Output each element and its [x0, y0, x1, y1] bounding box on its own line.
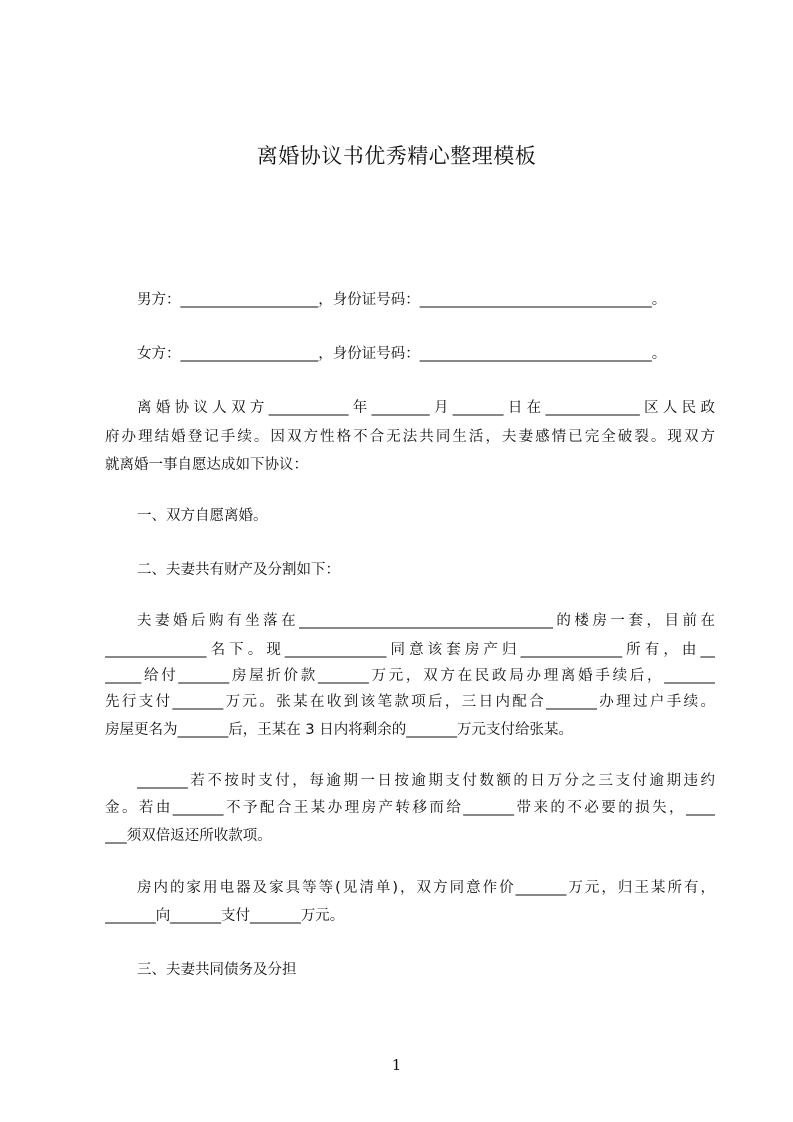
paragraph-line: 房内的家用电器及家具等等(见清单)，双方同意作价_______万元，归王某所有， — [137, 880, 715, 896]
page-number: 1 — [391, 1056, 402, 1074]
paragraph-line: ___须双倍返还所收款项。 — [105, 828, 272, 844]
paragraph-line: ______________名下。现______________同意该套房产归______________所有，由__ — [105, 642, 715, 658]
paragraph-line: _______若不按时支付，每逾期一日按逾期支付数额的日万分之三支付逾期违约 — [137, 773, 715, 789]
husband-line: 男方：___________________，身份证号码：________________________________。 — [137, 292, 667, 308]
paragraph-line: 先行支付_______万元。张某在收到该笔款项后，三日内配合_______办理过户手续。 — [105, 694, 715, 710]
paragraph-line: 房屋更名为_______后，王某在 3 日内将剩余的_______万元支付给张某。 — [105, 722, 573, 738]
document-title: 离婚协议书优秀精心整理模板 — [256, 144, 537, 168]
paragraph-line: 离婚协议人双方___________年________月_______日在_____________区人民政 — [137, 400, 715, 416]
paragraph-line: 府办理结婚登记手续。因双方性格不合无法共同生活，夫妻感情已完全破裂。现双方 — [105, 429, 715, 445]
section-heading: 二、夫妻共有财产及分割如下： — [137, 562, 340, 578]
paragraph-line: _______向_______支付_______万元。 — [105, 908, 345, 924]
paragraph-line: 夫妻婚后购有坐落在___________________________________的楼房一套，目前在 — [137, 613, 715, 629]
section-heading: 一、双方自愿离婚。 — [137, 508, 268, 524]
section-heading: 三、夫妻共同债务及分担 — [137, 962, 297, 978]
paragraph-line: 金。若由_______不予配合王某办理房产转移而给_______带来的不必要的损失，____ — [105, 800, 715, 816]
wife-line: 女方：___________________，身份证号码：________________________________。 — [137, 346, 667, 362]
paragraph-line: 就离婚一事自愿达成如下协议： — [105, 457, 308, 473]
paragraph-line: _____给付_______房屋折价款_______万元，双方在民政局办理离婚手续后，_______ — [105, 668, 715, 684]
